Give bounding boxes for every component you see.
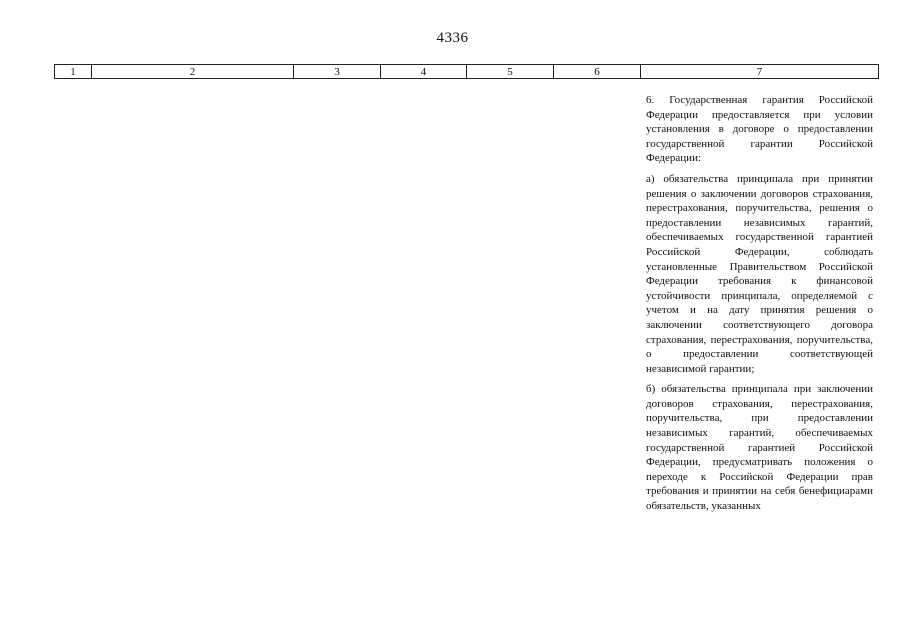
header-row [55,65,879,79]
column-number-5: 5 [467,65,554,79]
page-number: 4336 [436,30,469,46]
paragraph-6-b: б) обязательства принципала при заключении договоров страхования, перестрахования, поручительства, при предоставлении независимых гарантий, обеспечиваемых государственной гарантией Российской Федерации, предусматривать положения о переходе к Российской Федерации прав требования и принятии на себя бенефициарами обязательств, указанных [646,383,873,513]
column-number-header [54,64,879,79]
paragraph-6-intro: 6. Государственная гарантия Российской Федерации предоставляется при условии установления в договоре о предоставлении государственной гарантии Российской Федерации: [646,94,873,165]
column-number-6: 6 [554,65,641,79]
column-number-3: 3 [294,65,381,79]
paragraph-6-a: а) обязательства принципала при принятии решения о заключении договоров страхования, перестрахования, поручительства, решения о предоставлении независимых гарантий, обеспечиваемых государственной гарантией Российской Федерации, соблюдать установленные Правительством Российской Федерации требования к финансовой устойчивости принципала, определяемой с учетом и на дату принятия решения о заключении соответствующего договора страхования, перестрахования, поручительства, о предоставлении соответствующей независимой гарантии; [646,172,873,375]
column-number-4: 4 [381,65,467,79]
column-number-1: 1 [55,65,92,79]
column-7-text [646,93,873,520]
column-number-7: 7 [641,65,879,79]
column-number-2: 2 [92,65,294,79]
